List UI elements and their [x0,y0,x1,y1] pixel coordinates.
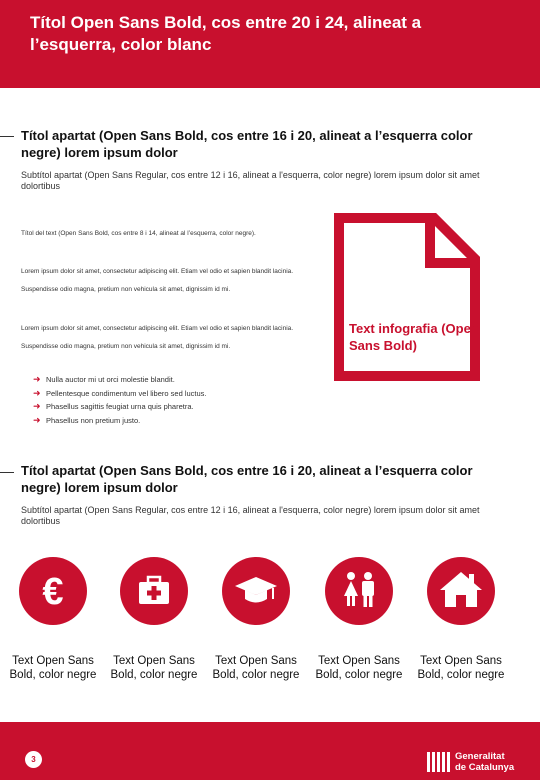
infographic-label: Text infografia (Open Sans Bold) [349,321,479,353]
generalitat-logo-icon [426,750,452,774]
icon-label: Text Open Sans Bold, color negre [212,655,300,681]
graduation-cap-icon [222,557,290,625]
arrow-icon: ➜ [33,401,41,411]
section-title: Títol apartat (Open Sans Bold, cos entre 16 i 20, alineat a l’esquerra color negre) lorem ipsum dolor [21,463,473,495]
body-paragraph: Lorem ipsum dolor sit amet, consectetur adipiscing elit. Etiam vel odio et sapien blandit lacinia. Suspendisse odio magna, pretium non vehicula sit amet, dignissim id mi. [21,268,294,293]
icon-label: Text Open Sans Bold, color negre [110,655,198,681]
body-paragraph: Lorem ipsum dolor sit amet, consectetur adipiscing elit. Etiam vel odio et sapien blandit lacinia. Suspendisse odio magna, pretium non vehicula sit amet, dignissim id mi. [21,325,294,350]
header-banner [0,0,540,88]
section-subtitle: Subtítol apartat (Open Sans Regular, cos entre 12 i 16, alineat a l'esquerra, color negre) lorem ipsum dolor sit amet dolortibus [21,170,480,191]
arrow-icon: ➜ [33,387,41,398]
text-title: Títol del text (Open Sans Bold, cos entre 8 i 14, alineat al l’esquerra, color negre). [21,230,256,237]
euro-icon [19,557,87,625]
list-item: ➜ Nulla auctor mi ut orci molestie blandit. [33,373,323,387]
section-rule [0,136,14,137]
page-title: Títol Open Sans Bold, cos entre 20 i 24, alineat a l’esquerra, color blanc [30,13,422,54]
arrow-icon: ➜ [33,374,41,384]
list-item: ➜ Pellentesque condimentum vel libero sed luctus. [33,387,323,401]
document-icon [334,213,480,381]
woman-man-icon [325,557,393,625]
list-item: ➜ Phasellus sagittis feugiat urna quis pharetra. [33,400,323,414]
svg-text:€: € [42,571,64,613]
icon-label: Text Open Sans Bold, color negre [417,655,505,681]
footer [0,722,540,780]
bullet-list [33,373,323,427]
icon-label: Text Open Sans Bold, color negre [315,655,403,681]
section-subtitle: Subtítol apartat (Open Sans Regular, cos entre 12 i 16, alineat a l'esquerra, color negre) lorem ipsum dolor sit amet dolortibus [21,505,480,526]
list-item: ➜ Phasellus non pretium justo. [33,414,323,428]
icon-label: Text Open Sans Bold, color negre [9,655,97,681]
section-title: Títol apartat (Open Sans Bold, cos entre 16 i 20, alineat a l’esquerra color negre) lorem ipsum dolor [21,128,473,160]
generalitat-logo-text: Generalitat de Catalunya [455,751,515,773]
first-aid-kit-icon [120,557,188,625]
page-number: 3 [25,751,42,768]
section-rule [0,472,14,473]
arrow-icon: ➜ [33,414,41,425]
house-icon [427,557,495,625]
